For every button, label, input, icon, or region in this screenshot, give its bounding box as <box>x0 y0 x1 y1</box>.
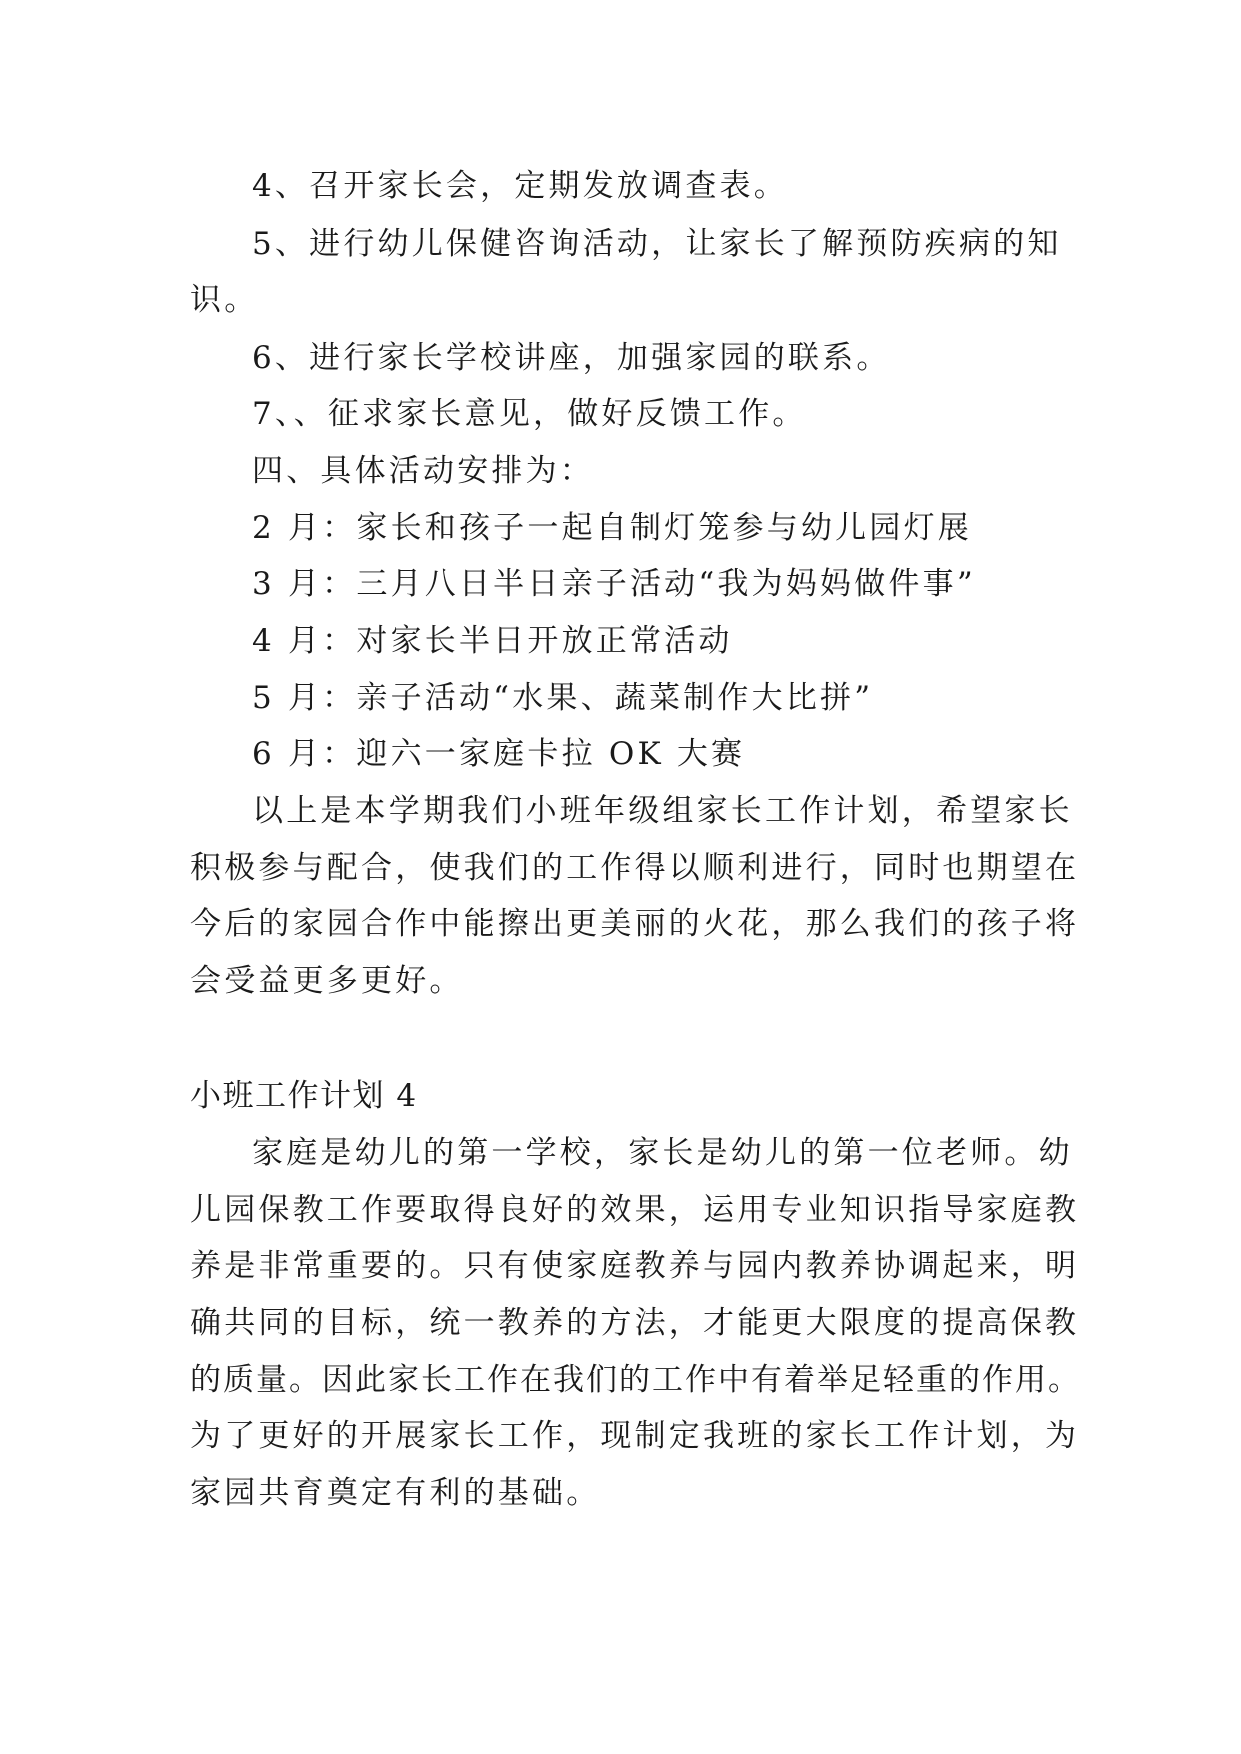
list-item-6: 6、进行家长学校讲座，加强家园的联系。 <box>252 340 891 376</box>
body-paragraph-line-1: 家庭是幼儿的第一学校，家长是幼儿的第一位老师。幼 <box>252 1135 1073 1171</box>
schedule-feb: 2 月：家长和孩子一起自制灯笼参与幼儿园灯展 <box>252 510 972 546</box>
schedule-apr: 4 月：对家长半日开放正常活动 <box>252 623 733 659</box>
closing-paragraph-line-1: 以上是本学期我们小班年级组家长工作计划，希望家长 <box>252 793 1073 829</box>
closing-paragraph-line-2: 积极参与配合，使我们的工作得以顺利进行，同时也期望在 <box>190 850 1080 886</box>
body-paragraph-line-6: 为了更好的开展家长工作，现制定我班的家长工作计划，为 <box>190 1418 1080 1454</box>
section-title: 小班工作计划 4 <box>190 1078 418 1114</box>
body-paragraph-line-3: 养是非常重要的。只有使家庭教养与园内教养协调起来，明 <box>190 1248 1080 1284</box>
schedule-jun: 6 月：迎六一家庭卡拉 OK 大赛 <box>252 736 746 772</box>
schedule-may: 5 月：亲子活动“水果、蔬菜制作大比拼” <box>252 680 874 716</box>
list-item-7: 7、、征求家长意见，做好反馈工作。 <box>252 396 807 432</box>
section-heading-activities: 四、具体活动安排为： <box>252 453 594 489</box>
schedule-mar: 3 月：三月八日半日亲子活动“我为妈妈做件事” <box>252 566 976 602</box>
list-item-4: 4、召开家长会，定期发放调查表。 <box>252 168 788 204</box>
list-item-5: 5、进行幼儿保健咨询活动，让家长了解预防疾病的知 <box>252 226 1062 262</box>
body-paragraph-line-4: 确共同的目标，统一教养的方法，才能更大限度的提高保教 <box>190 1305 1080 1341</box>
body-paragraph-line-2: 儿园保教工作要取得良好的效果，运用专业知识指导家庭教 <box>190 1192 1080 1228</box>
list-item-5-continued: 识。 <box>190 282 259 318</box>
body-paragraph-line-5: 的质量。因此家长工作在我们的工作中有着举足轻重的作用。 <box>190 1362 1081 1398</box>
closing-paragraph-line-4: 会受益更多更好。 <box>190 963 464 999</box>
body-paragraph-line-7: 家园共育奠定有利的基础。 <box>190 1475 601 1511</box>
closing-paragraph-line-3: 今后的家园合作中能擦出更美丽的火花，那么我们的孩子将 <box>190 906 1080 942</box>
